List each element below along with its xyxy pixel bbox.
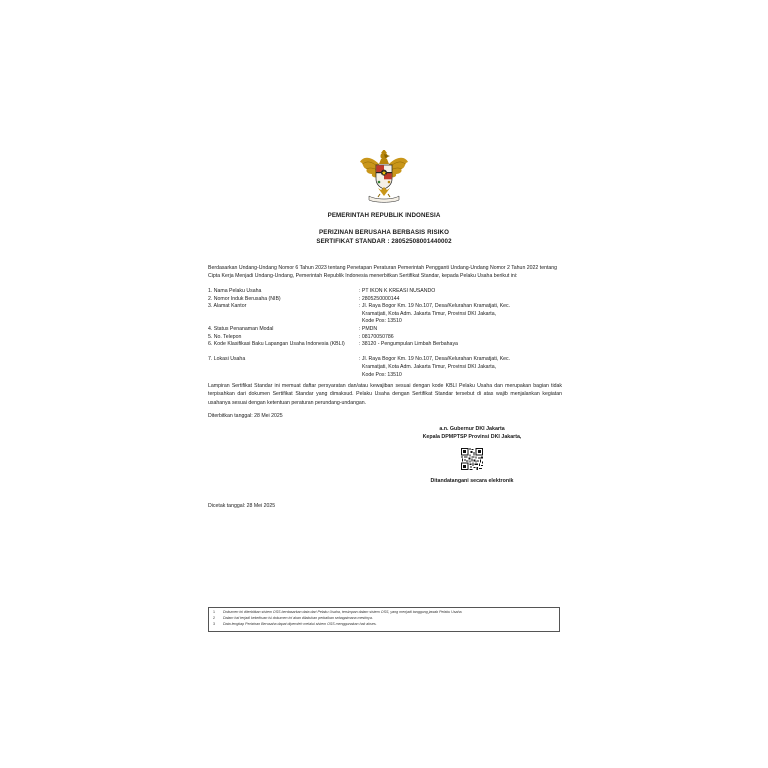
issued-date: Diterbitkan tanggal: 28 Mei 2025 — [208, 413, 283, 419]
business-details — [208, 288, 564, 379]
field-value: : Jl. Raya Bogor Km. 19 No.107, Desa/Kelurahan Kramatjati, Kec. Kramatjati, Kota Adm. Jakarta Timur, Provinsi DKI Jakarta, Kode Pos: 13510 — [359, 356, 511, 378]
field-kbli — [208, 341, 564, 356]
field-value: : Jl. Raya Bogor Km. 19 No.107, Desa/Kelurahan Kramatjati, Kec. Kramatjati, Kota Adm. Jakarta Timur, Provinsi DKI Jakarta, Kode Pos: 13510 — [359, 303, 511, 325]
signatory-title: Kepala DPMPTSP Provinsi DKI Jakarta, — [422, 434, 522, 440]
field-phone — [208, 334, 564, 342]
qr-code-icon[interactable] — [461, 448, 483, 470]
certificate-number: SERTIFIKAT STANDAR : 28052508001440002 — [316, 238, 452, 245]
printed-date: Dicetak tanggal: 28 Mei 2025 — [208, 503, 276, 509]
footnotes-box — [208, 607, 560, 632]
footnote-item: 1 Dokumen ini diterbitkan sistem OSS berdasarkan data dari Pelaku Usaha, tersimpan dalam sistem OSS, yang menjadi tanggung jawab Pelaku Usaha. — [213, 610, 463, 614]
field-label: 6. Kode Klasifikasi Baku Lapangan Usaha Indonesia (KBLI) — [208, 341, 345, 348]
footnote-item: 3 Data lengkap Perizinan Berusaha dapat diperoleh melalui sistem OSS menggunakan hak akses. — [213, 621, 377, 626]
field-nib — [208, 296, 564, 304]
signatory-on-behalf: a.n. Gubernur DKI Jakarta — [439, 426, 505, 432]
field-label: 5. No. Telepon — [208, 333, 242, 340]
footnote-item: 2 Dalam hal terjadi kekeliruan isi dokumen ini akan dilakukan perbaikan sebagaimana mestinya. — [213, 615, 373, 620]
field-label: 2. Nomor Induk Berusaha (NIB) — [208, 295, 281, 302]
signature-block — [380, 425, 564, 441]
field-label: 1. Nama Pelaku Usaha — [208, 288, 262, 294]
field-label: 7. Lokasi Usaha — [208, 356, 246, 363]
field-value: : 38120 - Pengumpulan Limbah Berbahaya — [359, 341, 458, 348]
field-office-address — [208, 303, 564, 326]
field-label: 4. Status Penanaman Modal — [208, 325, 274, 332]
garuda-pancasila-emblem-icon — [359, 150, 409, 204]
field-value: : 2805250000144 — [359, 295, 400, 302]
document-title: PERIZINAN BERUSAHA BERBASIS RISIKO — [318, 229, 450, 236]
field-investment-status — [208, 326, 564, 334]
attachment-statement: Lampiran Sertifikat Standar ini memuat daftar persyaratan dan/atau kewajiban sesuai dengan kode KBLI Pelaku Usaha dan merupakan bagian tidak terpisahkan dari dokumen Sertifikat Standar yang dimaksud. Pelaku Usaha dengan Sertifikat Standar tersebut di atas wajib menjalankan kegiatan usahanya sesuai dengan ketentuan peraturan perundang-undangan. — [208, 383, 562, 406]
field-business-location — [208, 356, 564, 379]
field-value: : 08170050786 — [359, 333, 394, 340]
government-heading: PEMERINTAH REPUBLIK INDONESIA — [327, 212, 441, 219]
field-label: 3. Alamat Kantor — [208, 303, 247, 310]
field-business-name — [208, 288, 564, 296]
field-value: : PT IKON K KREASI NUSANDO — [359, 288, 436, 294]
intro-paragraph: Berdasarkan Undang-Undang Nomor 6 Tahun 2023 tentang Penetapan Peraturan Pemerintah Pengganti Undang-Undang Nomor 2 Tahun 2022 tentang Cipta Kerja Menjadi Undang-Undang, Pemerintah Republik Indonesia menerbitkan Sertifikat Standar, kepada Pelaku Usaha berikut ini: — [208, 265, 558, 280]
field-value: : PMDN — [359, 325, 378, 332]
electronic-signature-note: Ditandatangani secara elektronik — [430, 478, 514, 484]
